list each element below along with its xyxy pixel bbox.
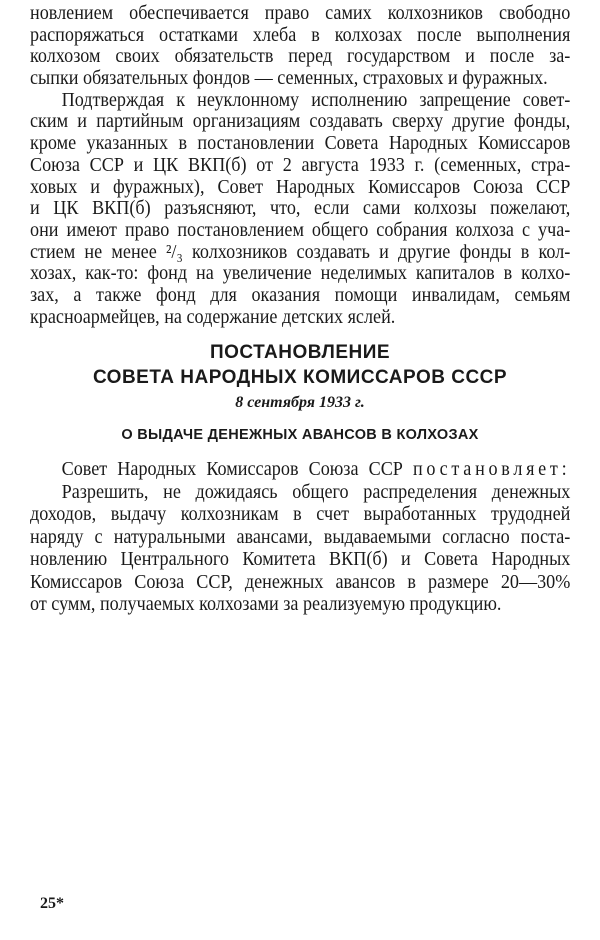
text-line: новлением обеспечивается право самих колхозников свободно (30, 3, 571, 24)
text-line: Разрешить, не дожидаясь общего распределения денежных (61, 481, 571, 503)
text-line: колхозом своих обязательств перед государством и после за- (30, 46, 571, 68)
text-line: Подтверждая к неуклонному исполнению запрещение совет- (61, 89, 571, 111)
decree-title: ПОСТАНОВЛЕНИЕ (209, 342, 391, 363)
text-line: сыпки обязательных фондов — семенных, страховых и фуражных. (30, 68, 548, 90)
text-line: стием не менее ²/₃ колхозников создавать и другие фонды в кол- (30, 241, 571, 263)
decree-subtitle: О ВЫДАЧЕ ДЕНЕЖНЫХ АВАНСОВ В КОЛХОЗАХ (121, 427, 479, 443)
page-number: 25* (40, 895, 64, 912)
decree-issuer: СОВЕТА НАРОДНЫХ КОМИССАРОВ СССР (92, 367, 508, 388)
text-line: от сумм, получаемых колхозами за реализуемую продукцию. (30, 594, 502, 615)
text-line: красноармейцев, на содержание детских яслей. (30, 306, 396, 328)
text-line: наряду с натуральными авансами, выдаваемыми согласно поста- (30, 526, 571, 548)
text-line: Комиссаров Союза ССР, денежных авансов в размере 20—30% (30, 571, 571, 593)
text-line: ховых и фуражных), Совет Народных Комиссаров Союза ССР (30, 176, 571, 198)
preamble-text: Совет Народных Комиссаров Союза ССР (61, 459, 403, 480)
text-line: они имеют право постановлением общего собрания колхоза с уча- (30, 219, 571, 241)
text-line: зах, а также фонд для оказания помощи инвалидам, семьям (30, 284, 571, 306)
text-line: распоряжаться остатками хлеба в колхозах после выполнения (30, 24, 571, 46)
text-line: новлению Центрального Комитета ВКП(б) и Совета Народных (30, 549, 571, 570)
text-line: и ЦК ВКП(б) разъясняют, что, если сами колхозы пожелают, (30, 198, 571, 220)
text-line: Союза ССР и ЦК ВКП(б) от 2 августа 1933 г. (семенных, стра- (30, 154, 571, 176)
decree-preamble (30, 459, 570, 482)
decree-body (30, 459, 570, 617)
text-line: доходов, выдачу колхозникам в счет выработанных трудодней (30, 504, 571, 525)
text-line: ским и партийным организациям создавать сверху другие фонды, (30, 111, 571, 133)
decree-date: 8 сентября 1933 г. (235, 394, 365, 411)
text-line: кроме указанных в постановлении Совета Народных Комиссаров (30, 133, 571, 155)
text-line: хозах, как-то: фонд на увеличение неделимых капиталов в колхо- (30, 263, 571, 285)
preamble-verb: постановляет: (413, 459, 571, 480)
paragraph-continuation (30, 3, 570, 328)
